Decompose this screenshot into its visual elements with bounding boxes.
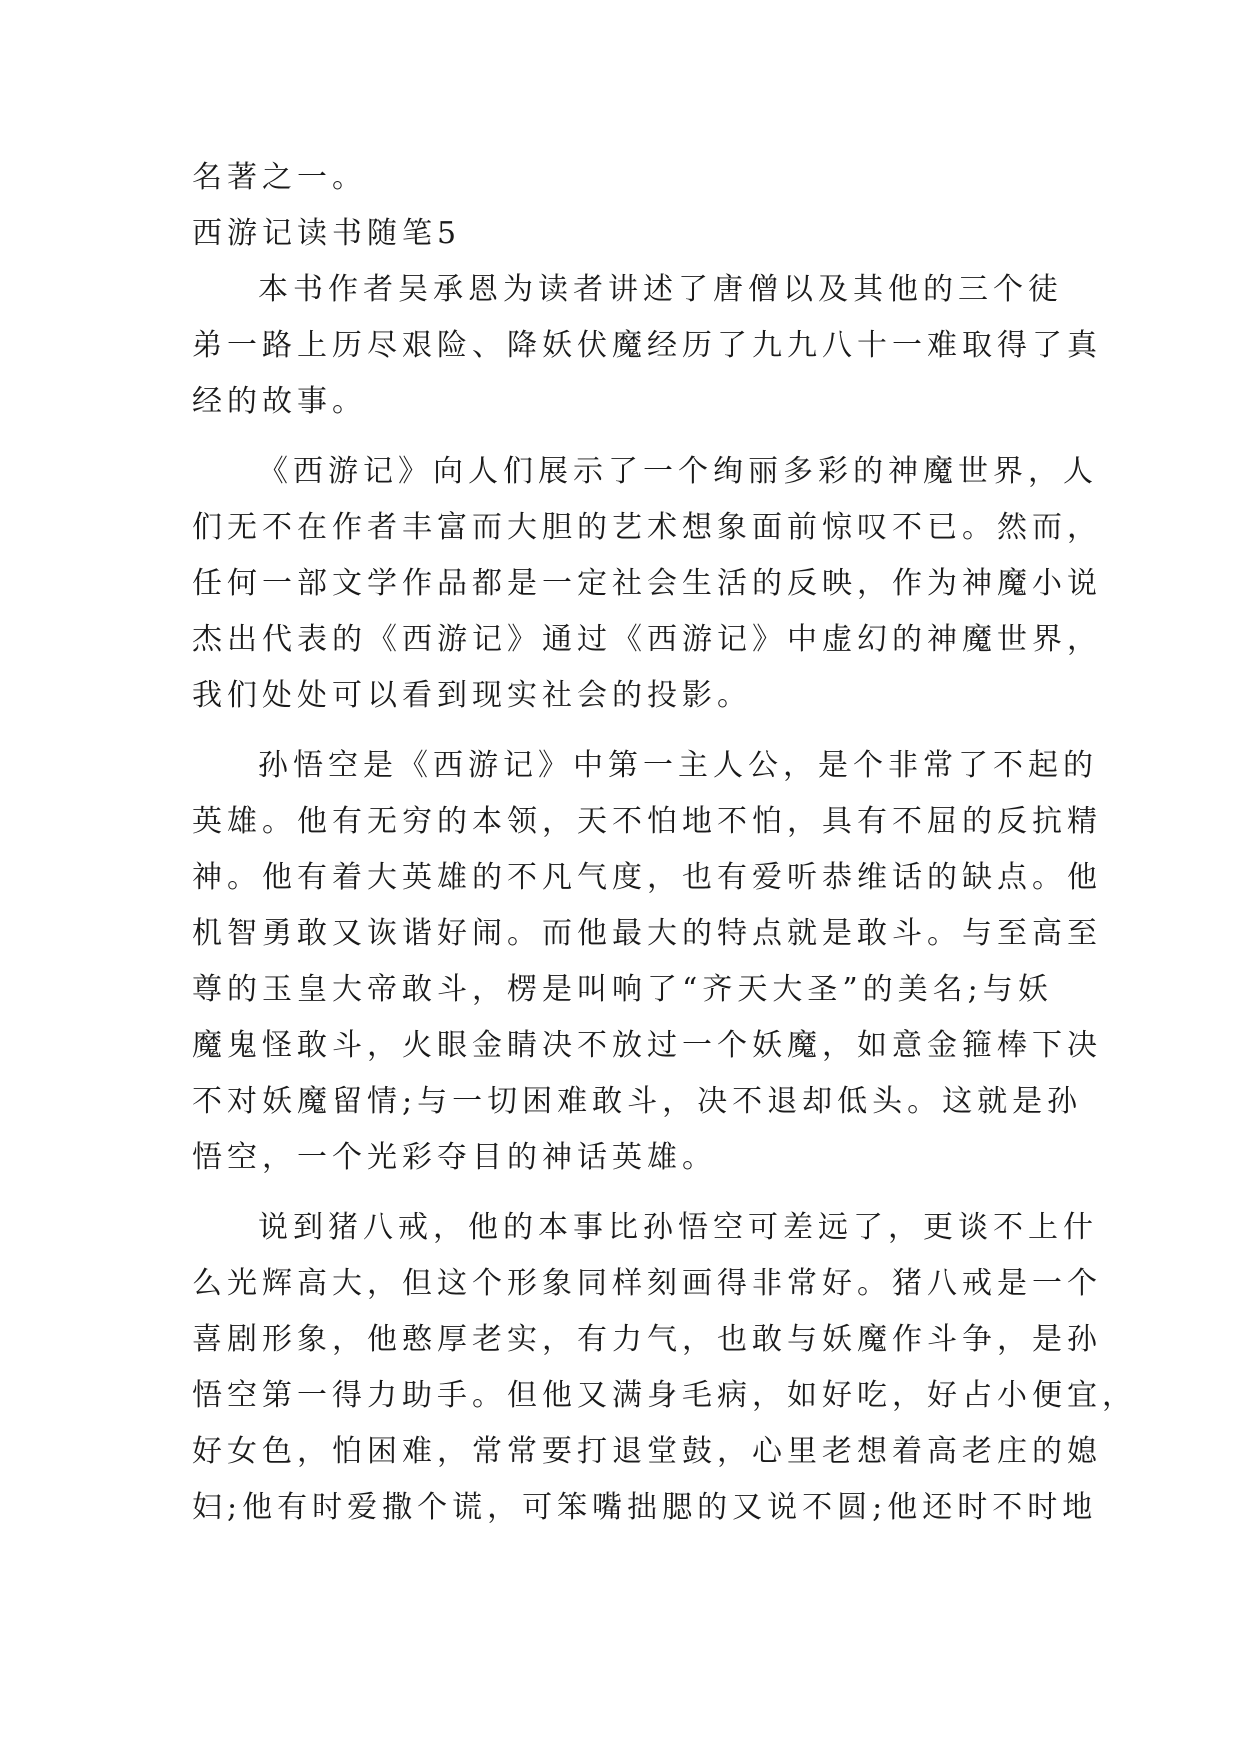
paragraph-line: 不对妖魔留情;与一切困难敢斗，决不退却低头。这就是孙 — [192, 1084, 1083, 1119]
paragraph-line: 机智勇敢又诙谐好闹。而他最大的特点就是敢斗。与至高至 — [192, 916, 1102, 951]
paragraph-line: 经的故事。 — [192, 384, 367, 419]
paragraph-line: 我们处处可以看到现实社会的投影。 — [192, 678, 752, 713]
paragraph-line: 好女色，怕困难，常常要打退堂鼓，心里老想着高老庄的媳 — [192, 1434, 1102, 1469]
section-heading: 西游记读书随笔5 — [192, 216, 462, 251]
paragraph-line: 任何一部文学作品都是一定社会生活的反映，作为神魔小说 — [192, 566, 1102, 601]
paragraph-line: 说到猪八戒，他的本事比孙悟空可差远了，更谈不上什 — [258, 1210, 1098, 1245]
paragraph-line: 孙悟空是《西游记》中第一主人公，是个非常了不起的 — [258, 748, 1098, 783]
paragraph-line: 《西游记》向人们展示了一个绚丽多彩的神魔世界，人 — [258, 454, 1098, 489]
paragraph-3 — [192, 738, 1102, 1186]
paragraph-2 — [192, 444, 1102, 724]
paragraph-1 — [192, 262, 1102, 430]
paragraph-4 — [192, 1200, 1137, 1536]
paragraph-line: 神。他有着大英雄的不凡气度，也有爱听恭维话的缺点。他 — [192, 860, 1102, 895]
paragraph-line: 尊的玉皇大帝敢斗，楞是叫响了“齐天大圣”的美名;与妖 — [192, 972, 1053, 1007]
paragraph-line: 弟一路上历尽艰险、降妖伏魔经历了九九八十一难取得了真 — [192, 328, 1102, 363]
paragraph-line: 悟空第一得力助手。但他又满身毛病，如好吃，好占小便宜， — [192, 1378, 1137, 1413]
paragraph-line: 英雄。他有无穷的本领，天不怕地不怕，具有不屈的反抗精 — [192, 804, 1102, 839]
paragraph-line: 喜剧形象，他憨厚老实，有力气，也敢与妖魔作斗争，是孙 — [192, 1322, 1102, 1357]
paragraph-line: 魔鬼怪敢斗，火眼金睛决不放过一个妖魔，如意金箍棒下决 — [192, 1028, 1102, 1063]
paragraph-line: 么光辉高大，但这个形象同样刻画得非常好。猪八戒是一个 — [192, 1266, 1102, 1301]
paragraph-line: 杰出代表的《西游记》通过《西游记》中虚幻的神魔世界， — [192, 622, 1102, 657]
paragraph-line: 本书作者吴承恩为读者讲述了唐僧以及其他的三个徒 — [258, 272, 1063, 307]
document-body — [192, 150, 1137, 1536]
paragraph-line: 悟空，一个光彩夺目的神话英雄。 — [192, 1140, 717, 1175]
continuation-line: 名著之一。 — [192, 160, 367, 195]
paragraph-line: 妇;他有时爱撒个谎，可笨嘴拙腮的又说不圆;他还时不时地 — [192, 1490, 1098, 1525]
paragraph-line: 们无不在作者丰富而大胆的艺术想象面前惊叹不已。然而， — [192, 510, 1102, 545]
